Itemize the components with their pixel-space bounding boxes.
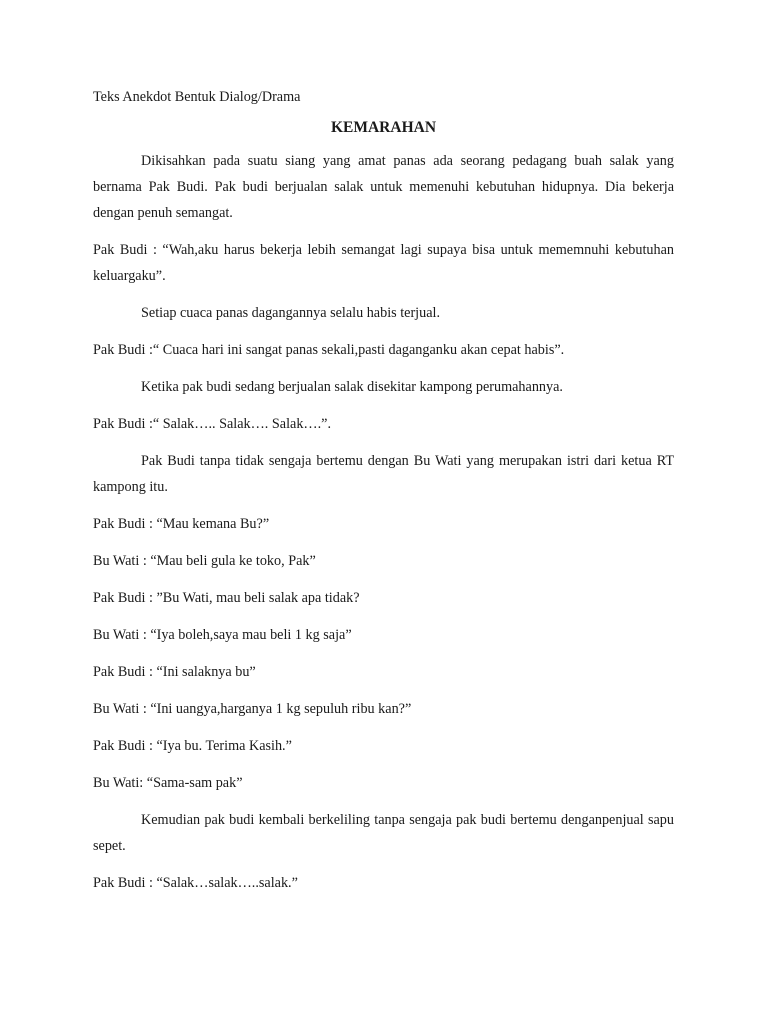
document-heading: Teks Anekdot Bentuk Dialog/Drama: [93, 89, 301, 105]
dialog-line: Pak Budi : “Wah,aku harus bekerja lebih semangat lagi supaya bisa untuk mememnuhi kebutuhan keluargaku”.: [93, 242, 674, 284]
dialog-line: Pak Budi : “Mau kemana Bu?”: [93, 516, 270, 532]
narrative-paragraph: Dikisahkan pada suatu siang yang amat panas ada seorang pedagang buah salak yang bernama Pak Budi. Pak budi berjualan salak untuk memenuhi kebutuhan hidupnya. Dia bekerja dengan penuh semangat.: [93, 153, 674, 221]
dialog-line: Bu Wati : “Iya boleh,saya mau beli 1 kg saja”: [93, 627, 352, 643]
dialog-line: Pak Budi : ”Bu Wati, mau beli salak apa tidak?: [93, 590, 360, 606]
dialog-line: Pak Budi :“ Salak….. Salak…. Salak….”.: [93, 416, 332, 432]
dialog-line: Pak Budi : “Salak…salak…..salak.”: [93, 875, 298, 891]
dialog-line: Pak Budi :“ Cuaca hari ini sangat panas sekali,pasti daganganku akan cepat habis”.: [93, 342, 565, 358]
dialog-line: Bu Wati: “Sama-sam pak”: [93, 775, 243, 791]
narrative-paragraph: Kemudian pak budi kembali berkeliling tanpa sengaja pak budi bertemu denganpenjual sapu sepet.: [93, 812, 674, 854]
dialog-line: Bu Wati : “Ini uangya,harganya 1 kg sepuluh ribu kan?”: [93, 701, 412, 717]
narrative-paragraph: Pak Budi tanpa tidak sengaja bertemu dengan Bu Wati yang merupakan istri dari ketua RT kampong itu.: [93, 453, 674, 495]
document-page: [93, 87, 674, 907]
story-title: KEMARAHAN: [330, 119, 437, 136]
narrative-paragraph: Setiap cuaca panas dagangannya selalu habis terjual.: [141, 305, 440, 321]
dialog-line: Bu Wati : “Mau beli gula ke toko, Pak”: [93, 553, 316, 569]
dialog-line: Pak Budi : “Iya bu. Terima Kasih.”: [93, 738, 292, 754]
dialog-line: Pak Budi : “Ini salaknya bu”: [93, 664, 256, 680]
narrative-paragraph: Ketika pak budi sedang berjualan salak disekitar kampong perumahannya.: [141, 379, 563, 395]
